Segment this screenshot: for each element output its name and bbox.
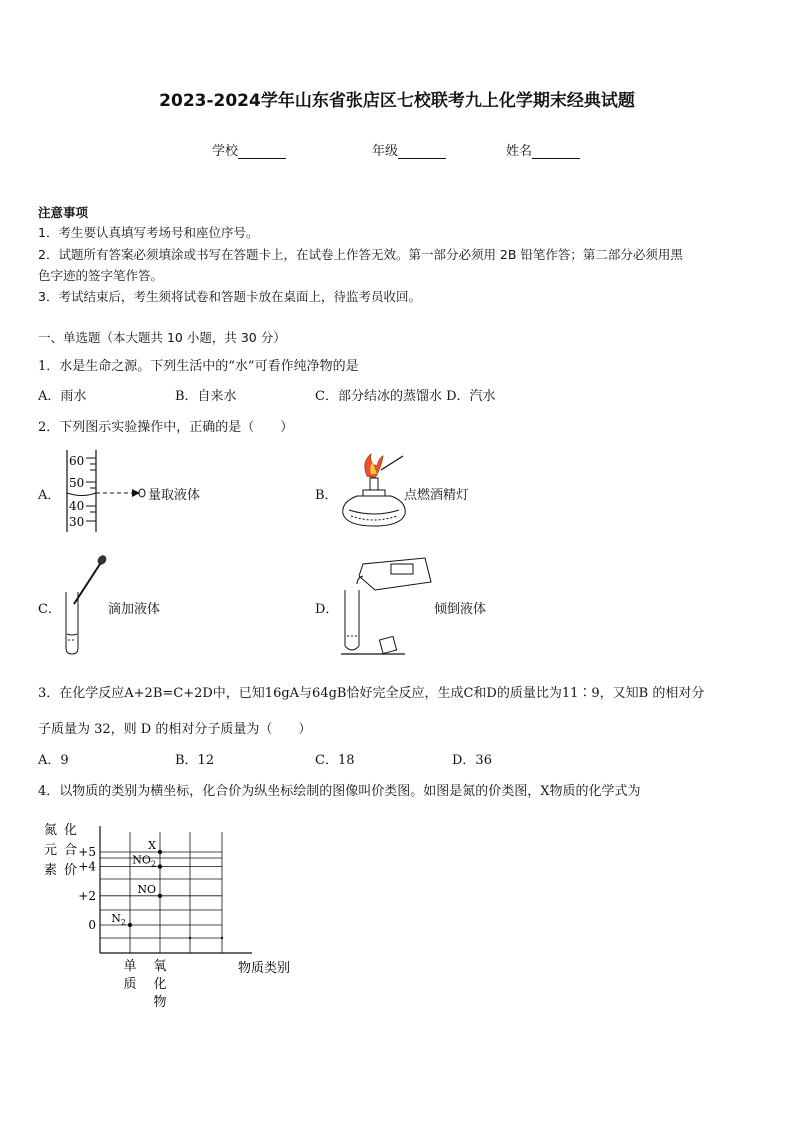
tick-label-30: 30 — [69, 515, 85, 529]
y-axis-title-char: 氮 — [44, 823, 58, 838]
y-tick-label: +4 — [78, 859, 96, 874]
data-point-label: NO — [137, 882, 156, 896]
name-label: 姓名 — [506, 144, 533, 159]
tick-label-40: 40 — [69, 499, 85, 513]
tick-label-50: 50 — [69, 476, 85, 490]
x-category-label: 物 — [153, 995, 167, 1010]
note-item-1: 1．考生要认真填写考场号和座位序号。 — [38, 225, 259, 240]
data-point — [128, 923, 132, 927]
x-axis-title: 物质类别 — [238, 961, 291, 976]
q1-option-c-d: C．部分结冰的蒸馏水 D．汽水 — [315, 389, 496, 404]
alcohol-lamp-figure — [335, 452, 415, 532]
q2-caption-c: 滴加液体 — [108, 602, 161, 617]
q3-option-d: D．36 — [452, 753, 492, 768]
pouring-liquid-figure — [335, 550, 435, 660]
q2-letter-b: B． — [315, 488, 338, 503]
nitrogen-valence-chart — [40, 818, 310, 1018]
q2-letter-c: C． — [38, 602, 61, 617]
y-tick-label: +5 — [78, 845, 96, 859]
note-item-3: 3．考试结束后，考生须将试卷和答题卡放在桌面上，待监考员收回。 — [38, 289, 421, 304]
school-blank — [238, 145, 286, 159]
question-2-stem: 2．下列图示实验操作中，正确的是（ ） — [38, 420, 294, 435]
q1-option-a: A．雨水 — [38, 389, 87, 404]
dropper-tube-figure — [60, 554, 110, 658]
data-point — [158, 864, 162, 868]
graduated-cylinder-figure — [60, 448, 150, 534]
grid-mark — [189, 937, 191, 939]
tick-label-60: 60 — [69, 454, 85, 468]
grid-mark — [221, 937, 223, 939]
data-point-label: X — [148, 839, 156, 852]
q2-caption-b: 点燃酒精灯 — [404, 488, 470, 503]
notes-heading: 注意事项 — [38, 205, 89, 220]
note-item-2: 2．试题所有答案必须填涂或书写在答题卡上，在试卷上作答无效。第一部分必须用 2B 铅笔作答；第二部分必须用黑 — [38, 247, 683, 262]
school-field — [212, 140, 286, 159]
x-category-label: 化 — [153, 977, 167, 992]
grade-blank — [398, 145, 446, 159]
data-point — [158, 894, 162, 898]
grade-field — [372, 140, 446, 159]
q1-option-b: B．自来水 — [175, 389, 237, 404]
y-axis-title-char: 化 — [64, 823, 78, 838]
y-axis-title-char: 价 — [64, 863, 78, 878]
question-3-line-2: 子质量为 32，则 D 的相对分子质量为（ ） — [38, 722, 312, 737]
data-point-label: $NO_2$ — [132, 853, 156, 869]
y-axis-title-char: 元 — [44, 843, 58, 858]
note-item-2-cont: 色字迹的签字笔作答。 — [38, 268, 164, 283]
section-heading: 一、单选题（本大题共 10 小题，共 30 分） — [38, 330, 286, 345]
y-tick-label: 0 — [88, 918, 96, 932]
q3-option-b: B．12 — [175, 753, 215, 768]
question-4-stem: 4．以物质的类别为横坐标，化合价为纵坐标绘制的图像叫价类图。如图是氮的价类图，X物质的化学式为 — [38, 784, 641, 799]
q2-caption-a: 量取液体 — [148, 488, 201, 503]
data-point — [158, 850, 162, 854]
y-axis-title-char: 合 — [64, 843, 78, 858]
q3-option-c: C．18 — [315, 753, 355, 768]
y-axis-title — [44, 823, 77, 878]
page-title: 2023-2024学年山东省张店区七校联考九上化学期末经典试题 — [159, 91, 635, 111]
x-category-label: 单 — [123, 959, 137, 974]
grade-label: 年级 — [372, 144, 399, 159]
data-point-label: $N_2$ — [111, 912, 126, 927]
q2-letter-d: D． — [315, 602, 339, 617]
q3-option-a: A．9 — [38, 753, 69, 768]
q2-letter-a: A． — [38, 488, 61, 503]
question-1-stem: 1．水是生命之源。下列生活中的“水”可看作纯净物的是 — [38, 359, 359, 374]
school-label: 学校 — [212, 144, 239, 159]
x-category-label: 质 — [123, 977, 137, 992]
name-blank — [532, 145, 580, 159]
y-axis-title-char: 素 — [44, 863, 58, 878]
name-field — [506, 140, 580, 159]
question-3-line-1: 3．在化学反应A+2B=C+2D中，已知16gA与64gB恰好完全反应，生成C和D的质量比为11∶9，又知B 的相对分 — [38, 686, 705, 701]
x-category-label: 氧 — [153, 959, 167, 974]
q2-caption-d: 倾倒液体 — [434, 602, 487, 617]
y-tick-label: +2 — [78, 888, 96, 903]
